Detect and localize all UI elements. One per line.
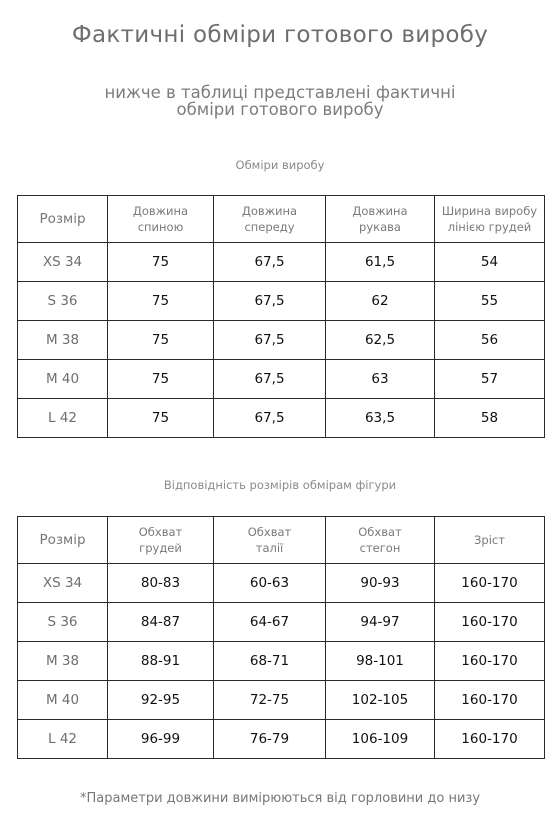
header-chest-width: Ширина виробу лінією грудей bbox=[435, 196, 545, 243]
table-cell: 67,5 bbox=[214, 360, 326, 399]
header-size: Розмір bbox=[18, 517, 108, 564]
footnote: *Параметри довжини вимірюються від горловини до низу bbox=[79, 791, 481, 806]
size-cell: M 40 bbox=[18, 360, 108, 399]
size-cell: M 40 bbox=[18, 681, 108, 720]
table-cell: 90-93 bbox=[326, 564, 435, 603]
table-cell: 55 bbox=[435, 282, 545, 321]
body-measurements-table bbox=[17, 516, 545, 759]
table-cell: 68-71 bbox=[214, 642, 326, 681]
table-cell: 160-170 bbox=[435, 642, 545, 681]
size-cell: L 42 bbox=[18, 399, 108, 438]
table-cell: 57 bbox=[435, 360, 545, 399]
table-cell: 106-109 bbox=[326, 720, 435, 759]
table-header-row bbox=[18, 196, 545, 243]
size-cell: M 38 bbox=[18, 321, 108, 360]
table-cell: 98-101 bbox=[326, 642, 435, 681]
table-cell: 80-83 bbox=[108, 564, 214, 603]
header-sleeve-length: Довжина рукава bbox=[326, 196, 435, 243]
table-cell: 67,5 bbox=[214, 282, 326, 321]
size-cell: XS 34 bbox=[18, 564, 108, 603]
table-cell: 60-63 bbox=[214, 564, 326, 603]
subtitle-line-2: обміри готового виробу bbox=[176, 100, 384, 119]
header-height: Зріст bbox=[435, 517, 545, 564]
header-back-length: Довжина спиною bbox=[108, 196, 214, 243]
table-cell: 67,5 bbox=[214, 243, 326, 282]
table-cell: 160-170 bbox=[435, 681, 545, 720]
table-cell: 160-170 bbox=[435, 603, 545, 642]
body-measurements-caption: Відповідність розмірів обмірам фігури bbox=[163, 478, 397, 492]
table-cell: 75 bbox=[108, 243, 214, 282]
table-row bbox=[18, 642, 545, 681]
table-cell: 67,5 bbox=[214, 321, 326, 360]
table-cell: 96-99 bbox=[108, 720, 214, 759]
table-cell: 160-170 bbox=[435, 564, 545, 603]
header-chest: Обхват грудей bbox=[108, 517, 214, 564]
table-header-row bbox=[18, 517, 545, 564]
table-cell: 75 bbox=[108, 282, 214, 321]
table-cell: 75 bbox=[108, 321, 214, 360]
table-row bbox=[18, 603, 545, 642]
table-cell: 67,5 bbox=[214, 399, 326, 438]
table-row bbox=[18, 243, 545, 282]
table-row bbox=[18, 321, 545, 360]
page-subtitle bbox=[0, 84, 560, 118]
table-row bbox=[18, 399, 545, 438]
size-cell: XS 34 bbox=[18, 243, 108, 282]
table-cell: 94-97 bbox=[326, 603, 435, 642]
table-cell: 88-91 bbox=[108, 642, 214, 681]
table-row bbox=[18, 564, 545, 603]
table-cell: 75 bbox=[108, 360, 214, 399]
page-title: Фактичні обміри готового виробу bbox=[71, 22, 489, 48]
header-hips: Обхват стегон bbox=[326, 517, 435, 564]
header-waist: Обхват талії bbox=[214, 517, 326, 564]
table-cell: 54 bbox=[435, 243, 545, 282]
table-cell: 62,5 bbox=[326, 321, 435, 360]
table-row bbox=[18, 360, 545, 399]
table-cell: 72-75 bbox=[214, 681, 326, 720]
garment-measurements-table bbox=[17, 195, 545, 438]
table-row bbox=[18, 681, 545, 720]
size-cell: S 36 bbox=[18, 282, 108, 321]
size-cell: S 36 bbox=[18, 603, 108, 642]
table-cell: 61,5 bbox=[326, 243, 435, 282]
header-size: Розмір bbox=[18, 196, 108, 243]
table-cell: 160-170 bbox=[435, 720, 545, 759]
header-front-length: Довжина спереду bbox=[214, 196, 326, 243]
table-cell: 102-105 bbox=[326, 681, 435, 720]
subtitle-line-1: нижче в таблиці представлені фактичні bbox=[104, 83, 456, 102]
table-cell: 58 bbox=[435, 399, 545, 438]
table-cell: 84-87 bbox=[108, 603, 214, 642]
size-cell: L 42 bbox=[18, 720, 108, 759]
table-cell: 56 bbox=[435, 321, 545, 360]
table-row bbox=[18, 282, 545, 321]
table-cell: 63,5 bbox=[326, 399, 435, 438]
size-cell: M 38 bbox=[18, 642, 108, 681]
table-cell: 62 bbox=[326, 282, 435, 321]
table-cell: 63 bbox=[326, 360, 435, 399]
garment-measurements-caption: Обміри виробу bbox=[235, 158, 325, 172]
table-cell: 75 bbox=[108, 399, 214, 438]
table-row bbox=[18, 720, 545, 759]
table-cell: 76-79 bbox=[214, 720, 326, 759]
table-cell: 64-67 bbox=[214, 603, 326, 642]
table-cell: 92-95 bbox=[108, 681, 214, 720]
